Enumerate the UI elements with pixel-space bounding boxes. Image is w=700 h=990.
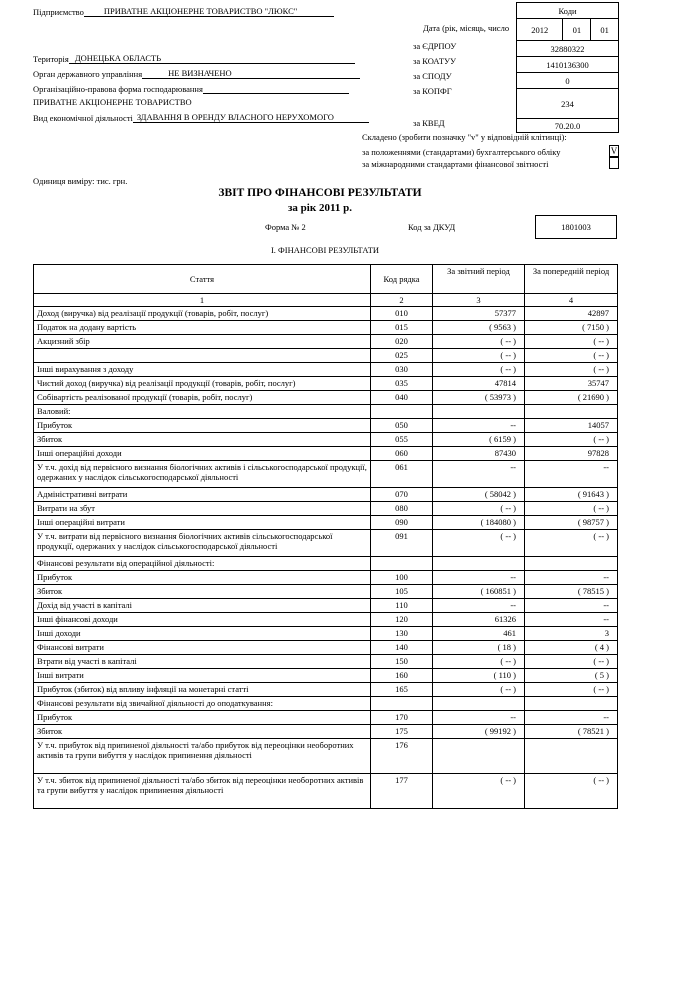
row-previous: ( 98757 ): [525, 516, 618, 530]
table-row: [34, 307, 618, 321]
row-current: ( 53973 ): [433, 391, 525, 405]
row-current: ( 184080 ): [433, 516, 525, 530]
table-row: [34, 321, 618, 335]
table-row: [34, 613, 618, 627]
row-current: ( 110 ): [433, 669, 525, 683]
row-name: Чистий доход (виручка) від реалізації продукції (товарів, робіт, послуг): [34, 377, 371, 391]
header-previous: За попередній період: [525, 265, 618, 294]
row-code: 091: [371, 530, 433, 557]
dkud-label: Код за ДКУД: [408, 222, 456, 232]
legal-form-row: [33, 84, 349, 94]
legal-form-label: Організаційно-правова форма господарювання: [33, 84, 203, 94]
table-row: [34, 461, 618, 488]
table-row: [34, 711, 618, 725]
row-current: --: [433, 419, 525, 433]
row-previous: --: [525, 599, 618, 613]
row-name: Витрати на збут: [34, 502, 371, 516]
row-current: ( -- ): [433, 774, 525, 809]
table-row: [34, 377, 618, 391]
row-previous: ( -- ): [525, 530, 618, 557]
header-current: За звітний період: [433, 265, 525, 294]
gov-value: НЕ ВИЗНАЧЕНО: [142, 68, 360, 79]
row-name: Втрати від участі в капіталі: [34, 655, 371, 669]
row-current: ( -- ): [433, 335, 525, 349]
row-previous: ( -- ): [525, 655, 618, 669]
row-current: 57377: [433, 307, 525, 321]
row-name: [34, 349, 371, 363]
codes-title: Коди: [517, 3, 618, 19]
row-previous: ( 91643 ): [525, 488, 618, 502]
row-previous: ( 78515 ): [525, 585, 618, 599]
table-row: [34, 697, 618, 711]
legal-form-value: ПРИВАТНЕ АКЦІОНЕРНЕ ТОВАРИСТВО: [33, 97, 192, 107]
row-name: Фінансові результати від операційної діяльності:: [34, 557, 371, 571]
row-code: 020: [371, 335, 433, 349]
table-row: [34, 488, 618, 502]
row-name: Прибуток: [34, 711, 371, 725]
activity-value: ЗДАВАННЯ В ОРЕНДУ ВЛАСНОГО НЕРУХОМОГО: [133, 112, 369, 123]
col-num-4: 4: [525, 294, 618, 307]
report-title: ЗВІТ ПРО ФІНАНСОВІ РЕЗУЛЬТАТИ: [218, 187, 422, 199]
row-code: [371, 557, 433, 571]
enterprise-label: Підприємство: [33, 7, 84, 17]
row-previous: 3: [525, 627, 618, 641]
row-current: 461: [433, 627, 525, 641]
row-name: Прибуток: [34, 571, 371, 585]
row-current: --: [433, 571, 525, 585]
row-previous: ( 7150 ): [525, 321, 618, 335]
row-current: ( 160851 ): [433, 585, 525, 599]
row-previous: ( 78521 ): [525, 725, 618, 739]
row-previous: 35747: [525, 377, 618, 391]
table-row: [34, 683, 618, 697]
gov-label: Орган державного управління: [33, 69, 143, 79]
row-previous: --: [525, 613, 618, 627]
table-row: [34, 391, 618, 405]
col-num-3: 3: [433, 294, 525, 307]
enterprise-value: ПРИВАТНЕ АКЦІОНЕРНЕ ТОВАРИСТВО "ЛЮКС": [84, 6, 334, 17]
edrpou-value: 32880322: [517, 41, 618, 57]
row-previous: 97828: [525, 447, 618, 461]
row-code: 176: [371, 739, 433, 774]
row-previous: 14057: [525, 419, 618, 433]
row-name: У т.ч. прибуток від припиненої діяльності та/або прибуток від переоцінки необоротних активів та групи вибуття у наслідок припинення діяльності: [34, 739, 371, 774]
activity-row: [33, 112, 369, 123]
koatuu-value: 1410136300: [517, 57, 618, 73]
row-code: 150: [371, 655, 433, 669]
table-row: [34, 557, 618, 571]
edrpou-label: за ЄДРПОУ: [413, 41, 457, 51]
row-current: [433, 739, 525, 774]
table-row: [34, 516, 618, 530]
table-row: [34, 725, 618, 739]
row-code: 110: [371, 599, 433, 613]
row-name: Прибуток (збиток) від впливу інфляції на монетарні статті: [34, 683, 371, 697]
codes-grid: [516, 2, 619, 133]
row-code: 105: [371, 585, 433, 599]
legal-form-line: [203, 93, 349, 94]
row-current: 47814: [433, 377, 525, 391]
form-number: Форма № 2: [265, 222, 306, 232]
spodu-value: 0: [517, 73, 618, 89]
row-name: Доход (виручка) від реалізації продукції (товарів, робіт, послуг): [34, 307, 371, 321]
row-name: Інші фінансові доходи: [34, 613, 371, 627]
table-row: [34, 335, 618, 349]
row-previous: ( 21690 ): [525, 391, 618, 405]
row-code: 061: [371, 461, 433, 488]
row-code: 025: [371, 349, 433, 363]
row-name: Податок на додану вартість: [34, 321, 371, 335]
header-article: Стаття: [34, 265, 371, 294]
row-current: ( 18 ): [433, 641, 525, 655]
row-name: Інші операційні витрати: [34, 516, 371, 530]
row-current: [433, 557, 525, 571]
col-num-2: 2: [371, 294, 433, 307]
territory-label: Територія: [33, 54, 69, 64]
row-previous: ( -- ): [525, 433, 618, 447]
row-code: 140: [371, 641, 433, 655]
row-current: ( -- ): [433, 683, 525, 697]
row-current: ( -- ): [433, 502, 525, 516]
territory-value: ДОНЕЦЬКА ОБЛАСТЬ: [69, 53, 355, 64]
table-row: [34, 571, 618, 585]
table-row: [34, 641, 618, 655]
row-code: 055: [371, 433, 433, 447]
row-name: Фінансові результати від звичайної діяльності до оподаткування:: [34, 697, 371, 711]
row-name: Інші операційні доходи: [34, 447, 371, 461]
row-name: Фінансові витрати: [34, 641, 371, 655]
row-code: 070: [371, 488, 433, 502]
kopfg-label: за КОПФГ: [413, 86, 452, 96]
row-previous: [525, 557, 618, 571]
kved-value: 70.20.0: [517, 119, 618, 133]
row-name: Валовий:: [34, 405, 371, 419]
spodu-label: за СПОДУ: [413, 71, 452, 81]
standards-intro: Складено (зробити позначку "v" у відповідній клітинці):: [362, 132, 567, 142]
financial-results-table: [33, 264, 618, 809]
row-current: [433, 697, 525, 711]
activity-label: Вид економічної діяльності: [33, 113, 133, 123]
row-code: 175: [371, 725, 433, 739]
row-name: Інші витрати: [34, 669, 371, 683]
row-name: Прибуток: [34, 419, 371, 433]
row-code: 010: [371, 307, 433, 321]
row-current: --: [433, 461, 525, 488]
unit-label: Одиниця виміру: тис. грн.: [33, 176, 128, 186]
row-current: --: [433, 599, 525, 613]
row-code: 130: [371, 627, 433, 641]
gov-row: [33, 68, 360, 79]
table-row: [34, 599, 618, 613]
row-code: 170: [371, 711, 433, 725]
row-current: 61326: [433, 613, 525, 627]
report-period: за рік 2011 р.: [288, 202, 352, 214]
row-previous: ( -- ): [525, 363, 618, 377]
kopfg-value: 234: [517, 89, 618, 119]
row-name: У т.ч. збиток від припиненої діяльності та/або збиток від переоцінки необоротних активів та групи вибуття у наслідок припинення діяльності: [34, 774, 371, 809]
date-cells: [517, 19, 618, 41]
table-row: [34, 405, 618, 419]
row-previous: --: [525, 571, 618, 585]
row-previous: ( -- ): [525, 502, 618, 516]
table-row: [34, 349, 618, 363]
row-current: --: [433, 711, 525, 725]
row-current: ( 58042 ): [433, 488, 525, 502]
row-previous: [525, 739, 618, 774]
row-current: ( -- ): [433, 655, 525, 669]
date-month: 01: [563, 19, 591, 40]
row-name: Інші вирахування з доходу: [34, 363, 371, 377]
date-year: 2012: [517, 19, 563, 40]
row-name: У т.ч. витрати від первісного визнання біологічних активів сільськогосподарської продукції, одержаних у наслідок сільськогосподарської діяльності: [34, 530, 371, 557]
row-code: 160: [371, 669, 433, 683]
row-code: [371, 405, 433, 419]
row-current: ( -- ): [433, 530, 525, 557]
row-code: 120: [371, 613, 433, 627]
national-checkbox[interactable]: V: [610, 146, 618, 156]
row-code: 040: [371, 391, 433, 405]
row-previous: --: [525, 711, 618, 725]
row-current: 87430: [433, 447, 525, 461]
col-num-1: 1: [34, 294, 371, 307]
row-current: ( 99192 ): [433, 725, 525, 739]
table-row: [34, 669, 618, 683]
table-row: [34, 433, 618, 447]
row-name: Інші доходи: [34, 627, 371, 641]
row-code: 060: [371, 447, 433, 461]
row-code: 030: [371, 363, 433, 377]
table-row: [34, 363, 618, 377]
table-row: [34, 502, 618, 516]
row-code: 090: [371, 516, 433, 530]
row-code: 015: [371, 321, 433, 335]
table-row: [34, 774, 618, 809]
date-day: 01: [600, 24, 609, 35]
table-row: [34, 447, 618, 461]
table-row: [34, 627, 618, 641]
row-name: Збиток: [34, 433, 371, 447]
international-checkbox[interactable]: [609, 157, 619, 169]
row-name: Збиток: [34, 585, 371, 599]
row-name: Собівартість реалізованої продукції (товарів, робіт, послуг): [34, 391, 371, 405]
table-row: [34, 419, 618, 433]
standards-national: за положеннями (стандартами) бухгалтерського обліку: [362, 147, 561, 157]
date-label: Дата (рік, місяць, число: [423, 23, 510, 33]
header-code: Код рядка: [371, 265, 433, 294]
row-previous: ( -- ): [525, 349, 618, 363]
row-name: Дохід від участі в капіталі: [34, 599, 371, 613]
row-current: ( 6159 ): [433, 433, 525, 447]
standards-international: за міжнародними стандартами фінансової звітності: [362, 159, 549, 169]
row-previous: --: [525, 461, 618, 488]
row-code: [371, 697, 433, 711]
enterprise-row: [33, 6, 334, 17]
row-current: ( -- ): [433, 363, 525, 377]
row-current: ( 9563 ): [433, 321, 525, 335]
row-previous: ( -- ): [525, 774, 618, 809]
row-code: 100: [371, 571, 433, 585]
row-current: [433, 405, 525, 419]
table-row: [34, 530, 618, 557]
row-previous: [525, 697, 618, 711]
row-code: 050: [371, 419, 433, 433]
row-previous: ( -- ): [525, 335, 618, 349]
row-name: Акцизний збір: [34, 335, 371, 349]
row-previous: ( -- ): [525, 683, 618, 697]
row-code: 080: [371, 502, 433, 516]
koatuu-label: за КОАТУУ: [413, 56, 457, 66]
row-code: 177: [371, 774, 433, 809]
table-row: [34, 655, 618, 669]
section-title: I. ФІНАНСОВІ РЕЗУЛЬТАТИ: [270, 245, 380, 255]
row-code: 165: [371, 683, 433, 697]
row-name: Збиток: [34, 725, 371, 739]
row-previous: [525, 405, 618, 419]
row-name: Адміністративні витрати: [34, 488, 371, 502]
row-previous: 42897: [525, 307, 618, 321]
row-previous: ( 5 ): [525, 669, 618, 683]
dkud-value: 1801003: [535, 215, 617, 239]
table-row: [34, 585, 618, 599]
row-previous: ( 4 ): [525, 641, 618, 655]
row-current: ( -- ): [433, 349, 525, 363]
territory-row: [33, 53, 355, 64]
table-row: [34, 739, 618, 774]
row-code: 035: [371, 377, 433, 391]
kved-label: за КВЕД: [413, 118, 445, 128]
row-name: У т.ч. дохід від первісного визнання біологічних активів і сільськогосподарської продукції, одержаних у наслідок сільськогосподарської діяльності: [34, 461, 371, 488]
